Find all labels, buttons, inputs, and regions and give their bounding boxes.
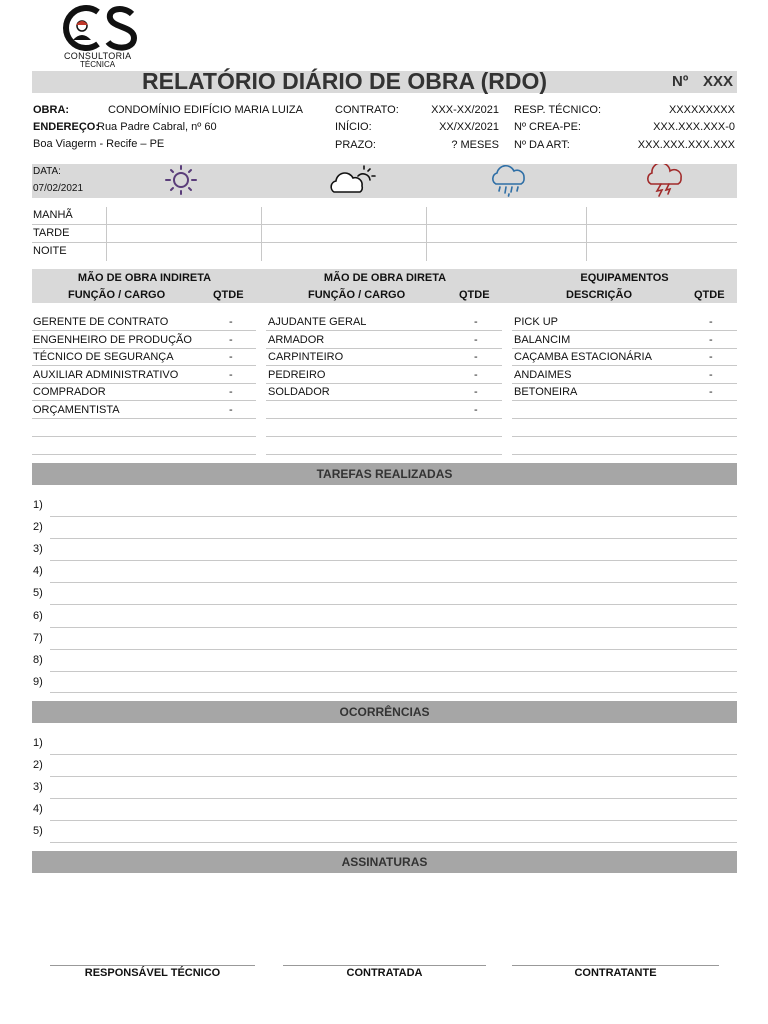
list-item-qty: - (474, 404, 478, 416)
period-line (32, 224, 737, 225)
list-item: CARPINTEIRO (268, 351, 344, 363)
obra-label: OBRA: (33, 104, 70, 116)
task-line[interactable] (50, 627, 737, 628)
task-number: 2) (33, 521, 43, 533)
task-line[interactable] (50, 604, 737, 605)
partly-cloudy-icon[interactable] (328, 164, 376, 196)
list-item-qty: - (229, 386, 233, 398)
list-item: BETONEIRA (514, 386, 578, 398)
indireta-col-funcao: FUNÇÃO / CARGO (68, 289, 166, 301)
logo-line1: CONSULTORIA (64, 51, 132, 61)
occurrence-line[interactable] (50, 776, 737, 777)
list-item: CAÇAMBA ESTACIONÁRIA (514, 351, 652, 363)
occurrence-number: 2) (33, 759, 43, 771)
task-number: 3) (33, 543, 43, 555)
prazo-label: PRAZO: (335, 139, 376, 151)
list-item-qty: - (229, 351, 233, 363)
occurrence-number: 1) (33, 737, 43, 749)
list-item: AUXILIAR ADMINISTRATIVO (33, 369, 179, 381)
endereco-line2: Boa Viagerm - Recife – PE (33, 138, 165, 150)
list-item: ENGENHEIRO DE PRODUÇÃO (33, 334, 192, 346)
list-item-qty: - (474, 386, 478, 398)
rain-icon[interactable] (488, 164, 530, 198)
data-label: DATA: (33, 166, 61, 177)
list-item: TÉCNICO DE SEGURANÇA (33, 351, 174, 363)
inicio-label: INÍCIO: (335, 121, 372, 133)
task-number: 8) (33, 654, 43, 666)
list-item: PEDREIRO (268, 369, 326, 381)
list-item: GERENTE DE CONTRATO (33, 316, 169, 328)
period-divider (106, 207, 107, 261)
art-label: Nº DA ART: (514, 139, 570, 151)
indireta-title: MÃO DE OBRA INDIRETA (77, 272, 212, 284)
art-value: XXX.XXX.XXX.XXX (637, 139, 735, 151)
task-line[interactable] (50, 582, 737, 583)
occurrence-number: 3) (33, 781, 43, 793)
list-item: COMPRADOR (33, 386, 106, 398)
list-item-qty: - (474, 369, 478, 381)
list-item-qty: - (474, 334, 478, 346)
period-line (32, 242, 737, 243)
sun-icon[interactable] (162, 164, 200, 196)
list-item: SOLDADOR (268, 386, 330, 398)
list-item-qty: - (229, 316, 233, 328)
task-line[interactable] (50, 538, 737, 539)
contrato-label: CONTRATO: (335, 104, 399, 116)
period-divider (261, 207, 262, 261)
period-tarde: TARDE (33, 227, 70, 239)
equip-col-qtde: QTDE (694, 289, 725, 301)
equip-col-descricao: DESCRIÇÃO (566, 289, 633, 301)
endereco-label: ENDEREÇO: (33, 121, 100, 133)
period-noite: NOITE (33, 245, 67, 257)
period-divider (586, 207, 587, 261)
occurrence-line[interactable] (50, 842, 737, 843)
inicio-value: XX/XX/2021 (439, 121, 499, 133)
list-item: ORÇAMENTISTA (33, 404, 120, 416)
task-number: 7) (33, 632, 43, 644)
direta-col-funcao: FUNÇÃO / CARGO (308, 289, 406, 301)
list-item: BALANCIM (514, 334, 571, 346)
crea-label: Nº CREA-PE: (514, 121, 581, 133)
occurrence-line[interactable] (50, 754, 737, 755)
period-manha: MANHÃ (33, 209, 73, 221)
task-line[interactable] (50, 649, 737, 650)
company-logo (58, 4, 148, 70)
signature-line-responsavel[interactable] (50, 965, 255, 966)
list-item-qty: - (709, 316, 713, 328)
crea-value: XXX.XXX.XXX-0 (653, 121, 735, 133)
period-divider (426, 207, 427, 261)
list-item-qty: - (474, 351, 478, 363)
task-number: 4) (33, 565, 43, 577)
list-item-qty: - (709, 369, 713, 381)
resp-tecnico-label: RESP. TÉCNICO: (514, 104, 602, 116)
list-item-qty: - (229, 404, 233, 416)
tarefas-header: TAREFAS REALIZADAS (32, 463, 737, 485)
indireta-col-qtde: QTDE (213, 289, 244, 301)
list-item-qty: - (229, 369, 233, 381)
assinaturas-header: ASSINATURAS (32, 851, 737, 873)
contrato-value: XXX-XX/2021 (431, 104, 499, 116)
task-number: 9) (33, 676, 43, 688)
list-item: ANDAIMES (514, 369, 572, 381)
task-line[interactable] (50, 516, 737, 517)
task-number: 1) (33, 499, 43, 511)
task-line[interactable] (50, 671, 737, 672)
occurrence-line[interactable] (50, 820, 737, 821)
list-item-qty: - (709, 351, 713, 363)
occurrence-line[interactable] (50, 798, 737, 799)
direta-col-qtde: QTDE (459, 289, 490, 301)
report-number-value: XXX (703, 73, 734, 90)
weather-bar (32, 164, 737, 198)
task-number: 6) (33, 610, 43, 622)
page-title: RELATÓRIO DIÁRIO DE OBRA (RDO) (142, 68, 548, 94)
signature-line-contratada[interactable] (283, 965, 486, 966)
occurrence-number: 4) (33, 803, 43, 815)
occurrence-number: 5) (33, 825, 43, 837)
prazo-value: ? MESES (451, 139, 499, 151)
signature-label-contratada: CONTRATADA (346, 967, 423, 979)
signature-line-contratante[interactable] (512, 965, 719, 966)
direta-title: MÃO DE OBRA DIRETA (323, 272, 447, 284)
list-item: AJUDANTE GERAL (268, 316, 367, 328)
list-item: ARMADOR (268, 334, 325, 346)
ocorrencias-header: OCORRÊNCIAS (32, 701, 737, 723)
list-item-qty: - (229, 334, 233, 346)
list-item-qty: - (709, 386, 713, 398)
storm-icon[interactable] (643, 164, 687, 198)
equip-title: EQUIPAMENTOS (580, 272, 669, 284)
resp-tecnico-value: XXXXXXXXX (668, 104, 735, 116)
list-item: PICK UP (514, 316, 559, 328)
data-value: 07/02/2021 (33, 183, 84, 194)
task-number: 5) (33, 587, 43, 599)
signature-label-contratante: CONTRATANTE (574, 967, 657, 979)
task-line[interactable] (50, 560, 737, 561)
logo-line2: TÉCNICA (80, 60, 116, 69)
signature-label-responsavel: RESPONSÁVEL TÉCNICO (84, 967, 221, 979)
task-line[interactable] (50, 692, 737, 693)
obra-value: CONDOMÍNIO EDIFÍCIO MARIA LUIZA (108, 104, 303, 116)
endereco-value: Rua Padre Cabral, nº 60 (97, 121, 217, 133)
report-number-label: Nº (672, 73, 689, 90)
cs-monogram-icon (58, 4, 148, 52)
list-item-qty: - (474, 316, 478, 328)
list-item-qty: - (709, 334, 713, 346)
